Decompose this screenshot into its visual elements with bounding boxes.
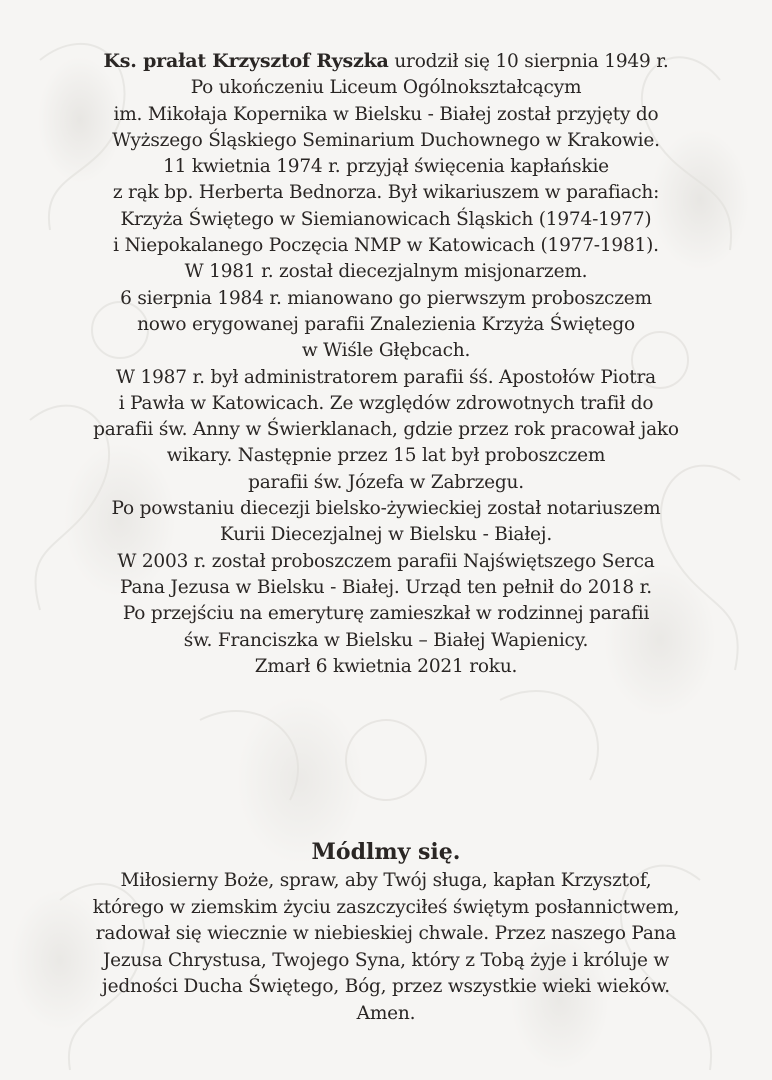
biography-line: Kurii Diecezjalnej w Bielsku - Białej. <box>219 524 553 546</box>
biography-line: nowo erygowanej parafii Znalezienia Krzyża Świętego <box>137 313 635 335</box>
prayer-line: Miłosierny Boże, spraw, aby Twój sługa, kapłan Krzysztof, <box>120 870 652 891</box>
birth-date-text: urodził się 10 sierpnia 1949 r. <box>388 51 669 72</box>
biography-line: Pana Jezusa w Bielsku - Białej. Urząd ten pełnił do 2018 r. <box>120 576 652 598</box>
biography-line: Krzyża Świętego w Siemianowicach Śląskich (1974-1977) <box>120 208 652 230</box>
biography-line: św. Franciszka w Bielsku – Białej Wapienicy. <box>183 629 589 651</box>
biography-line: Wyższego Śląskiego Seminarium Duchownego w Krakowie. <box>112 129 660 151</box>
biography-line: Po ukończeniu Liceum Ogólnokształcącym <box>190 77 582 99</box>
prayer-text <box>20 868 752 1027</box>
biography-line: z rąk bp. Herberta Bednorza. Był wikariuszem w parafiach: <box>112 182 660 204</box>
prayer-line: Amen. <box>356 1002 416 1024</box>
biography-text <box>20 48 752 680</box>
biography-line: W 1981 r. został diecezjalnym misjonarzem. <box>184 261 588 283</box>
biography-line: Zmarł 6 kwietnia 2021 roku. <box>254 655 518 677</box>
prayer-line: Jezusa Chrystusa, Twojego Syna, który z Tobą żyje i króluje w <box>102 949 670 971</box>
prayer-line: jedności Ducha Świętego, Bóg, przez wszystkie wieki wieków. <box>102 976 670 997</box>
biography-line: parafii św. Józefa w Zabrzegu. <box>248 471 524 493</box>
biography-line: parafii św. Anny w Świerklanach, gdzie przez rok pracował jako <box>93 419 679 441</box>
prayer-line: radował się wiecznie w niebieskiej chwale. Przez naszego Pana <box>95 923 677 944</box>
biography-line: 6 sierpnia 1984 r. mianowano go pierwszym proboszczem <box>120 287 652 309</box>
biography-line: i Niepokalanego Poczęcia NMP w Katowicach (1977-1981). <box>113 235 659 257</box>
biography-line: wikary. Następnie przez 15 lat był proboszczem <box>166 445 606 467</box>
biography-line: 11 kwietnia 1974 r. przyjął święcenia kapłańskie <box>163 156 609 178</box>
biography-line: w Wiśle Głębcach. <box>301 340 471 362</box>
biography-line: W 2003 r. został proboszczem parafii Najświętszego Serca <box>117 550 655 572</box>
prayer-title: Módlmy się. <box>311 839 461 865</box>
prayer-line: którego w ziemskim życiu zaszczyciłeś świętym posłannictwem, <box>92 896 680 918</box>
biography-line: Po przejściu na emeryturę zamieszkał w rodzinnej parafii <box>122 603 650 625</box>
biography-line: im. Mikołaja Kopernika w Bielsku - Białej został przyjęty do <box>113 103 659 125</box>
biography-line: i Pawła w Katowicach. Ze względów zdrowotnych trafił do <box>118 392 654 414</box>
biography-line: W 1987 r. był administratorem parafii śś. Apostołów Piotra <box>116 366 656 388</box>
priest-name: Ks. prałat Krzysztof Ryszka <box>103 50 389 72</box>
biography-first-line <box>20 48 752 75</box>
biography-line: Po powstaniu diecezji bielsko-żywieckiej został notariuszem <box>111 498 661 520</box>
